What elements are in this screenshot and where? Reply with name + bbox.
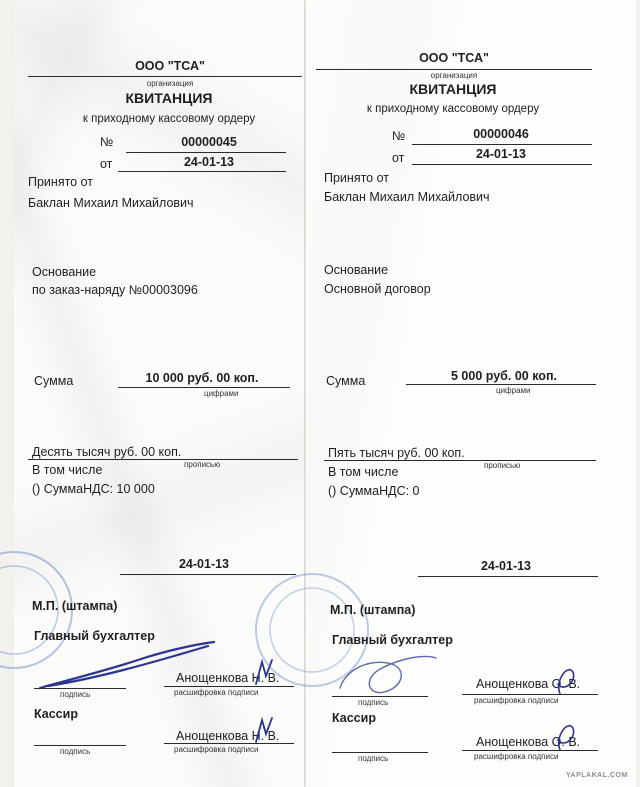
decoding-label-1: расшифровка подписи — [474, 696, 559, 705]
cashier-initial-mark — [554, 722, 578, 752]
receipt-subtitle: к приходному кассовому ордеру — [366, 103, 540, 115]
receipt-number: 00000046 — [473, 127, 529, 141]
signature-label-1: подпись — [60, 690, 91, 699]
received-from: Баклан Михаил Михайлович — [28, 196, 194, 210]
basis: по заказ-наряду №00003096 — [32, 283, 198, 297]
received-from-label: Принято от — [324, 171, 390, 185]
chief-accountant-signature — [332, 648, 442, 698]
basis-label: Основание — [32, 265, 97, 279]
including-label: В том числе — [32, 463, 103, 477]
words-label: прописью — [484, 461, 521, 470]
sum-words: Десять тысяч руб. 00 коп. — [32, 445, 182, 459]
received-from-label: Принято от — [28, 175, 94, 189]
chief-accountant-name: Анощенкова О. В. — [476, 677, 581, 691]
signature-label-1: подпись — [358, 698, 389, 707]
sum-figures: 10 000 руб. 00 коп. — [145, 371, 259, 385]
sign-date: 24-01-13 — [178, 557, 230, 571]
cashier-name: Анощенкова О. В. — [476, 735, 581, 749]
number-label: № — [100, 135, 114, 149]
decoding-label-2: расшифровка подписи — [474, 752, 559, 761]
receipt-title: КВИТАНЦИЯ — [409, 81, 497, 97]
date-label: от — [392, 151, 405, 165]
decoding-label-2: расшифровка подписи — [174, 745, 259, 754]
vat: () СуммаНДС: 0 — [328, 484, 420, 498]
received-from: Баклан Михаил Михайлович — [324, 190, 490, 204]
receipt-number: 00000045 — [181, 135, 237, 149]
sum-label: Сумма — [34, 374, 74, 388]
sum-words: Пять тысяч руб. 00 коп. — [328, 446, 465, 460]
figures-label: цифрами — [496, 386, 531, 395]
watermark: YAPLAKAL.COM — [566, 772, 628, 779]
chief-accountant-label: Главный бухгалтер — [34, 629, 155, 643]
sum-figures: 5 000 руб. 00 коп. — [451, 369, 557, 383]
date-label: от — [100, 157, 113, 171]
stamp-label: М.П. (штампа) — [330, 603, 416, 617]
vat: () СуммаНДС: 10 000 — [32, 482, 155, 496]
receipt-date: 24-01-13 — [183, 155, 235, 169]
words-label: прописью — [184, 460, 221, 469]
receipt-title: КВИТАНЦИЯ — [125, 90, 213, 106]
sum-label: Сумма — [326, 374, 366, 388]
organization: ООО "ТСА" — [135, 59, 205, 73]
including-label: В том числе — [328, 465, 399, 479]
organization-label: организация — [430, 71, 478, 80]
cashier-name: Анощенкова Н. В. — [176, 729, 280, 743]
figures-label: цифрами — [204, 389, 239, 398]
sign-date: 24-01-13 — [480, 559, 532, 573]
chief-accountant-label: Главный бухгалтер — [332, 633, 453, 647]
receipt-subtitle: к приходному кассовому ордеру — [82, 113, 256, 125]
number-label: № — [392, 129, 406, 143]
organization: ООО "ТСА" — [419, 51, 489, 65]
organization-label: организация — [146, 79, 194, 88]
decoding-label-1: расшифровка подписи — [174, 688, 259, 697]
stamp-label: М.П. (штампа) — [32, 599, 118, 613]
cashier-label: Кассир — [332, 711, 376, 725]
receipt-date: 24-01-13 — [475, 147, 527, 161]
basis: Основной договор — [324, 282, 431, 296]
signature-label-2: подпись — [60, 747, 91, 756]
cashier-initial-mark — [252, 716, 276, 744]
cashier-label: Кассир — [34, 707, 78, 721]
chief-initial-mark — [554, 666, 578, 696]
basis-label: Основание — [324, 263, 389, 277]
chief-accountant-name: Анощенкова Н. В. — [176, 671, 280, 685]
receipt-left — [14, 0, 304, 787]
receipt-right — [306, 0, 636, 787]
signature-label-2: подпись — [358, 754, 389, 763]
